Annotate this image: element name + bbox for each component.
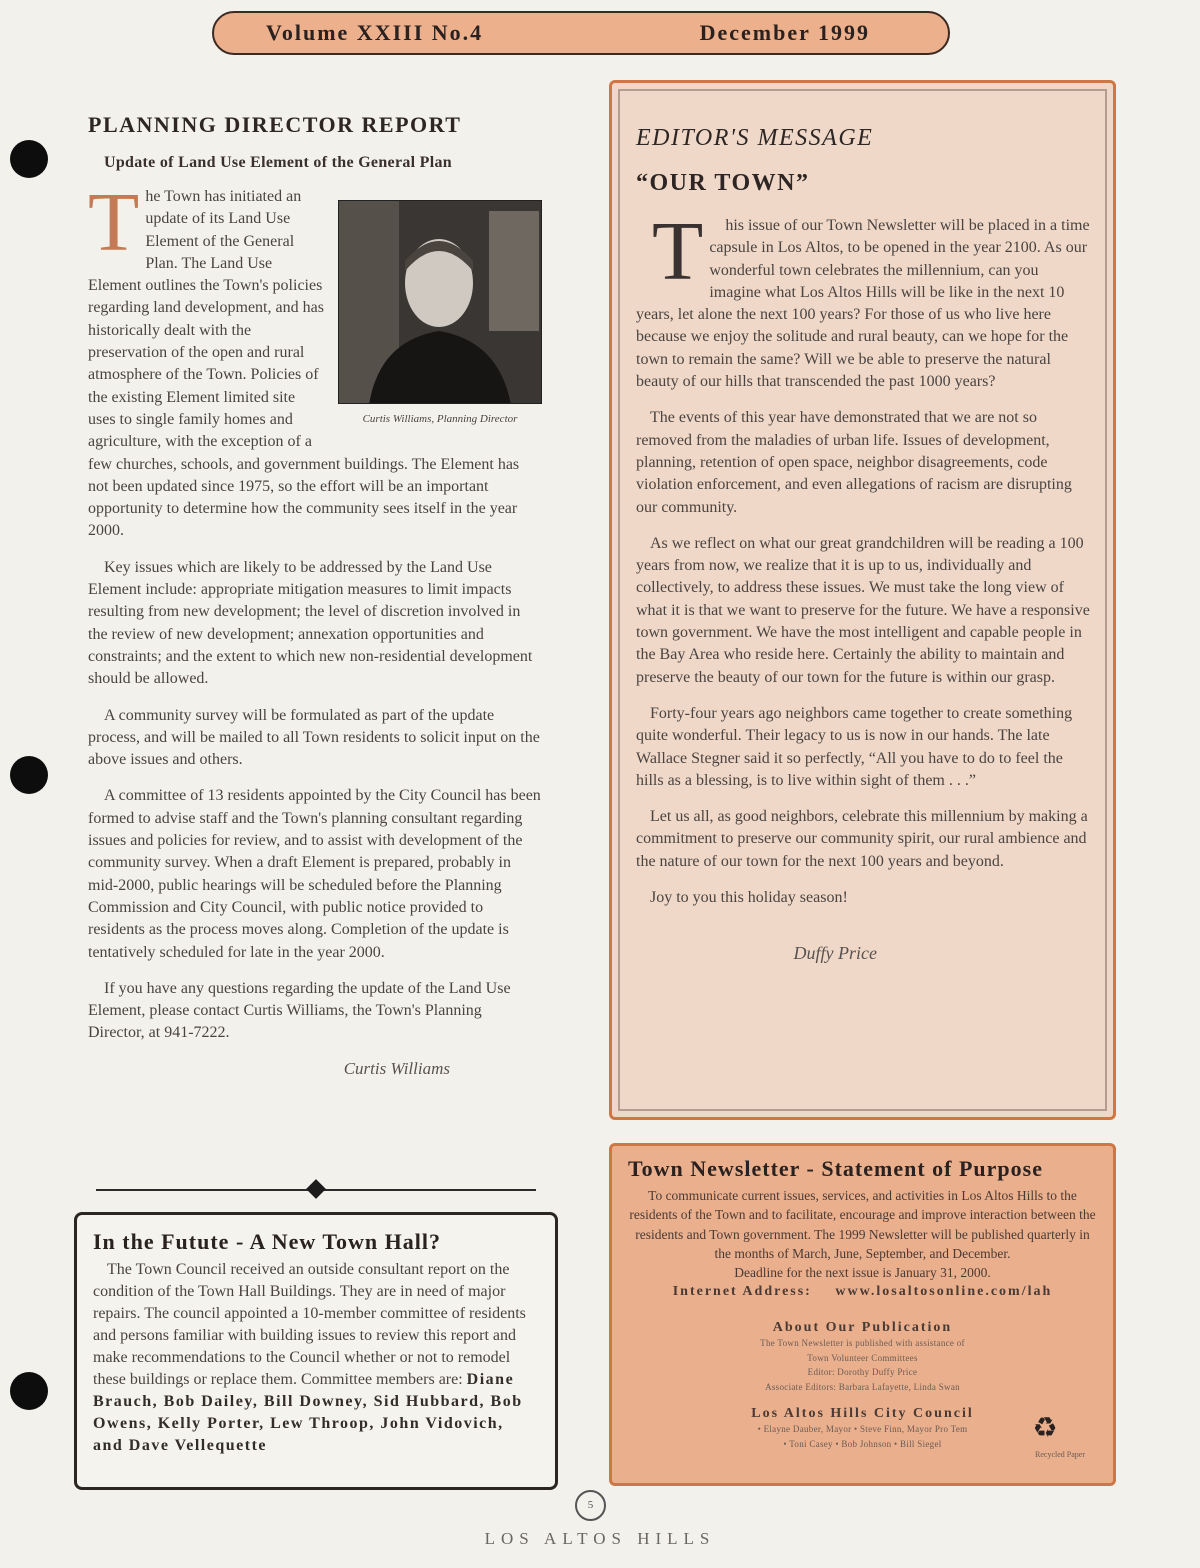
editor-signature: Duffy Price — [793, 943, 877, 964]
director-photo — [338, 200, 542, 404]
report-title: PLANNING DIRECTOR REPORT — [88, 112, 462, 137]
report-paragraph-3: A community survey will be formulated as part of the update process, and will be mailed to all Town residents to solicit input on the above issues and others. — [88, 706, 540, 769]
editor-drop-cap: T — [652, 205, 704, 298]
council-title: Los Altos Hills City Council — [751, 1406, 974, 1422]
editor-paragraph-3: As we reflect on what our great grandchildren will be reading a 100 years from now, we realize that it is up to us, individually and collectively, to address these issues. We must take the long view of what it is that we want to preserve for the future. We have a responsive town government. We have the most intelligent and capable people in the Bay Area who reside here. Certainly the ability to maintain and preserve the beauty of our town for the future is within our grasp. — [636, 534, 1090, 686]
about-title: About Our Publication — [772, 1320, 953, 1336]
council-line-2: • Toni Casey • Bob Johnson • Bill Siegel — [783, 1438, 942, 1449]
report-paragraph-1 — [88, 176, 542, 543]
portrait-image — [339, 201, 542, 404]
recycled-paper-label: Recycled Paper — [1035, 1450, 1085, 1459]
issue-date: December 1999 — [699, 20, 870, 45]
about-line-3: Editor: Dorothy Duffy Price — [807, 1367, 918, 1378]
purpose-title: Town Newsletter - Statement of Purpose — [628, 1156, 1043, 1181]
masthead — [212, 11, 950, 55]
about-line-1: The Town Newsletter is published with assistance of — [760, 1338, 965, 1349]
drop-cap: T — [88, 176, 140, 269]
report-paragraph-2: Key issues which are likely to be addressed by the Land Use Element include: appropriate mitigation measures to limit impacts resulting from new development; the level of discretion involved in the review of new development; annexation opportunities and constraints; and the extent to which new non-residential development should be allowed. — [88, 558, 533, 688]
editors-message-box — [609, 80, 1116, 1120]
report-subtitle: Update of Land Use Element of the General Plan — [104, 154, 453, 171]
report-signature: Curtis Williams — [343, 1058, 450, 1078]
editor-paragraph-4: Forty-four years ago neighbors came together to create something quite wonderful. Their legacy to us is now in our hands. The late Wallace Stegner said it so perfectly, “All you have to do to feel the hills as a blessing, is to live within sight of them . . .” — [636, 704, 1073, 789]
editor-paragraph-1 — [636, 205, 1091, 393]
internet-label: Internet Address: — [672, 1284, 812, 1300]
about-line-2: Town Volunteer Committees — [807, 1352, 918, 1363]
punch-hole-top — [10, 140, 48, 178]
purpose-text: To communicate current issues, services, and activities in Los Altos Hills to the residents of the Town and to facilitate, encourage and improve interaction between the residents and Town government. The 1999 Newsletter will be published quarterly in the months of March, June, September, and December. — [629, 1188, 1096, 1261]
photo-caption: Curtis Williams, Planning Director — [362, 413, 518, 425]
footer-town-name: LOS ALTOS HILLS — [484, 1529, 716, 1548]
editor-paragraph-5: Let us all, as good neighbors, celebrate this millennium by making a commitment to preserve our community spirit, our rural ambience and the nature of our town for the next 100 years and beyond. — [636, 808, 1088, 870]
editor-paragraph-1-text: his issue of our Town Newsletter will be placed in a time capsule in Los Altos, to be opened in the year 2100. As our wonderful town celebrates the millennium, can you imagine what Los Altos Hills will be like in the next 10 years, let alone the next 100 years? For those of us who live here because we enjoy the solitude and rural beauty, can we hope for the town to remain the same? Will we be able to preserve the natural beauty of our hills that transcended the past 1000 years? — [636, 217, 1090, 391]
volume-number: Volume XXIII No.4 — [266, 20, 484, 45]
page-number: 5 — [575, 1490, 606, 1521]
council-line-1: • Elayne Dauber, Mayor • Steve Finn, Mayor Pro Tem — [757, 1424, 968, 1435]
editor-paragraph-2: The events of this year have demonstrated that we are not so removed from the maladies of urban life. Issues of development, planning, retention of open space, neighbor disagreements, code violation enforcement, and even allegations of racism are disrupting our community. — [636, 409, 1072, 516]
report-paragraph-1-text: he Town has initiated an update of its Land Use Element of the General Plan. The Land Use Element outlines the Town's policies regarding land development, and has historically dealt with the preservation of the open and rural atmosphere of the Town. Policies of the existing Element limited site uses to single family homes and agriculture, with the exception of a few churches, schools, and government buildings. The Element has not been updated since 1975, so the effort will be an important opportunity to determine how the community sees itself in the year 2000. — [88, 188, 520, 540]
report-paragraph-4: A committee of 13 residents appointed by the City Council has been formed to advise staff and the Town's planning consultant regarding issues and policies for review, and to assist with development of the community survey. When a draft Element is prepared, probably in mid-2000, public hearings will be scheduled before the Planning Commission and City Council, with public notice provided to residents as the process moves along. Completion of the update is tentatively scheduled for late in the year 2000. — [88, 787, 541, 961]
town-hall-text — [93, 1259, 539, 1457]
internet-address — [628, 1284, 1097, 1300]
divider-diamond-icon — [306, 1179, 326, 1199]
editor-heading: EDITOR'S MESSAGE — [636, 125, 874, 151]
report-paragraph-5: If you have any questions regarding the update of the Land Use Element, please contact Curtis Williams, the Town's Planning Director, at 941-7222. — [88, 979, 511, 1042]
editor-paragraph-6: Joy to you this holiday season! — [650, 889, 848, 907]
town-hall-title: In the Futute - A New Town Hall? — [93, 1229, 441, 1254]
recycle-icon: ♻ — [1032, 1413, 1058, 1444]
planning-director-report — [88, 112, 542, 1079]
statement-of-purpose-box — [609, 1143, 1116, 1486]
report-body — [88, 176, 542, 1045]
about-line-4: Associate Editors: Barbara Lafayette, Linda Swan — [765, 1381, 960, 1392]
internet-url: www.losaltosonline.com/lah — [835, 1284, 1053, 1300]
punch-hole-bottom — [10, 1372, 48, 1410]
editor-body — [636, 205, 1091, 909]
town-hall-box — [74, 1212, 558, 1490]
purpose-deadline: Deadline for the next issue is January 31, 2000. — [734, 1265, 991, 1281]
committee-members: Diane Brauch, Bob Dailey, Bill Downey, Sid Hubbard, Bob Owens, Kelly Porter, Lew Throop, John Vidovich, and Dave Vellequette — [93, 1371, 523, 1454]
punch-hole-middle — [10, 756, 48, 794]
director-photo-block — [338, 200, 542, 430]
town-hall-body: The Town Council received an outside consultant report on the condition of the Town Hall Buildings. They are in need of major repairs. The council appointed a 10-member committee of residents and persons familiar with building issues to review this report and make recommendations to the Council whether or not to remodel these buildings or replace them. Committee members are: — [93, 1261, 526, 1388]
editor-title: “OUR TOWN” — [636, 170, 810, 196]
